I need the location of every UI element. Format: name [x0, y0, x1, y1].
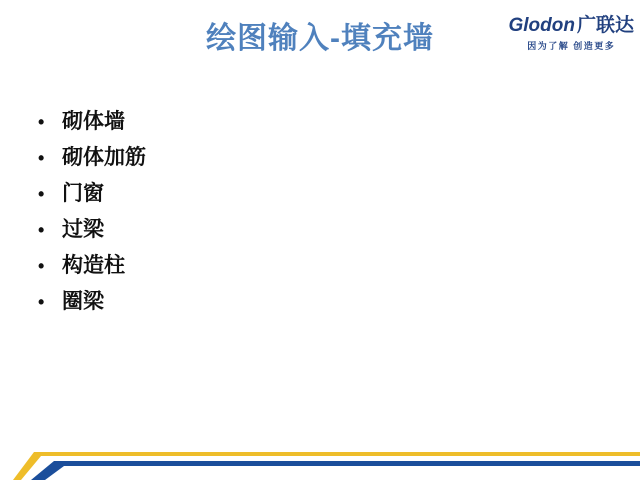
list-item [38, 140, 146, 176]
glodon-logo [509, 15, 635, 52]
bullet-icon: • [38, 112, 45, 132]
list-item-label: 过梁 [62, 218, 104, 241]
list-item-label: 砌体墙 [62, 110, 125, 133]
list-item-label: 门窗 [62, 182, 104, 205]
list-item [38, 104, 146, 140]
bullet-icon: • [38, 148, 45, 168]
bullet-icon: • [38, 220, 45, 240]
list-item [38, 248, 146, 284]
list-item-label: 圈梁 [62, 290, 104, 313]
list-item-label: 构造柱 [62, 254, 125, 277]
bullet-icon: • [38, 184, 45, 204]
footer-decoration [0, 435, 640, 480]
list-item [38, 284, 146, 320]
logo-brand-chinese: 广联达 [576, 15, 634, 36]
logo-tagline: 因为了解 创造更多 [527, 41, 616, 51]
footer-stripe-blue-swoosh [31, 461, 640, 480]
bullet-icon: • [38, 256, 45, 276]
list-item-label: 砌体加筋 [62, 146, 146, 169]
page-title: 绘图输入-填充墙 [206, 22, 434, 55]
list-item [38, 176, 146, 212]
bullet-icon: • [38, 292, 45, 312]
bullet-list [38, 104, 146, 320]
logo-brand-latin: Glodon [508, 15, 575, 36]
logo-wordmark [509, 15, 635, 36]
list-item [38, 212, 146, 248]
